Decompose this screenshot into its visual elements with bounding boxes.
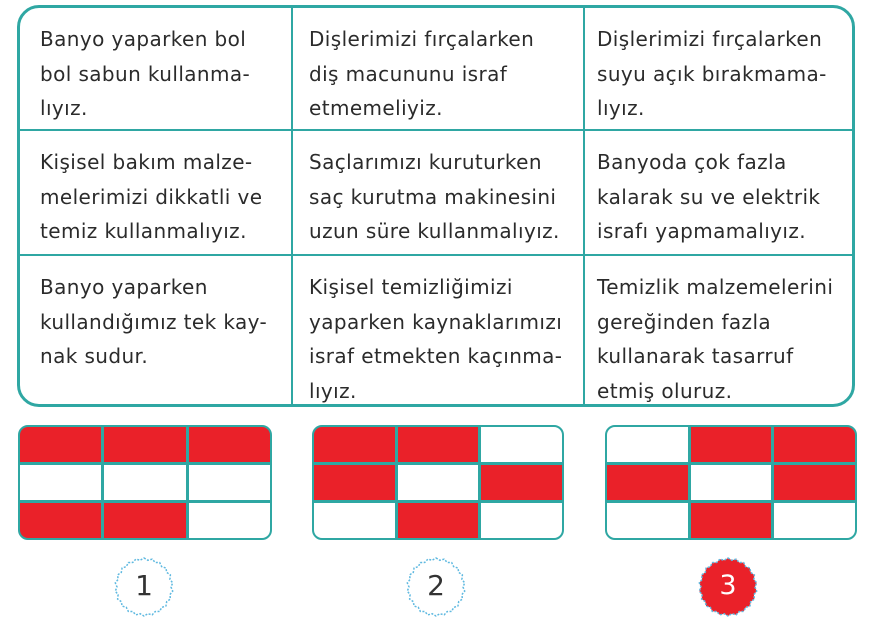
statement-cell[interactable]: Kişisel bakım malze- melerimizi dikkatli ve temiz kullanmalıyız. (20, 131, 293, 256)
answer-pattern-1 (18, 425, 272, 540)
option-number: 1 (135, 569, 153, 602)
filled-square (398, 427, 479, 462)
filled-square (691, 427, 772, 462)
statement-cell[interactable]: Dişlerimizi fırçalarken diş macununu israf etmemeliyiz. (293, 8, 585, 131)
statement-cell[interactable]: Temizlik malzemelerini gereğinden fazla kullanarak tasarruf etmiş oluruz. (597, 275, 834, 403)
empty-square (20, 465, 101, 500)
statement-cell[interactable]: Saçlarımızı kuruturken saç kurutma makinesini uzun süre kullanmalıyız. (293, 131, 585, 256)
option-number: 2 (427, 569, 445, 602)
empty-square (607, 427, 688, 462)
filled-square (691, 503, 772, 538)
statement-cell[interactable]: Banyoda çok fazla kalarak su ve elektrik israfı yapmamalıyız. (585, 131, 852, 256)
filled-square (314, 465, 395, 500)
option-number: 3 (719, 570, 737, 601)
option-2-button[interactable] (405, 556, 467, 618)
empty-square (691, 465, 772, 500)
empty-square (189, 465, 270, 500)
empty-square (774, 503, 855, 538)
statement-table (17, 5, 855, 407)
filled-square (314, 427, 395, 462)
empty-square (481, 427, 562, 462)
answer-pattern-3 (605, 425, 857, 540)
option-3-button[interactable] (697, 556, 759, 618)
empty-square (481, 503, 562, 538)
empty-square (398, 465, 479, 500)
filled-square (398, 503, 479, 538)
empty-square (104, 465, 185, 500)
filled-square (481, 465, 562, 500)
filled-square (104, 503, 185, 538)
empty-square (314, 503, 395, 538)
filled-square (20, 427, 101, 462)
filled-square (189, 427, 270, 462)
empty-square (607, 503, 688, 538)
statement-cell[interactable]: Banyo yaparken kullandığımız tek kay- nak sudur. (20, 256, 293, 404)
statement-cell[interactable]: Dişlerimizi fırçalarken suyu açık bırakmama- lıyız. (585, 8, 852, 131)
filled-square (607, 465, 688, 500)
answer-pattern-2 (312, 425, 564, 540)
filled-square (20, 503, 101, 538)
filled-square (774, 427, 855, 462)
filled-square (774, 465, 855, 500)
statement-cell[interactable]: Kişisel temizliğimizi yaparken kaynaklarımızı israf etmekten kaçınma- lıyız. (293, 256, 585, 404)
empty-square (189, 503, 270, 538)
filled-square (104, 427, 185, 462)
statement-cell[interactable]: Banyo yaparken bol bol sabun kullanma- lıyız. (20, 8, 293, 131)
option-1-button[interactable] (113, 556, 175, 618)
